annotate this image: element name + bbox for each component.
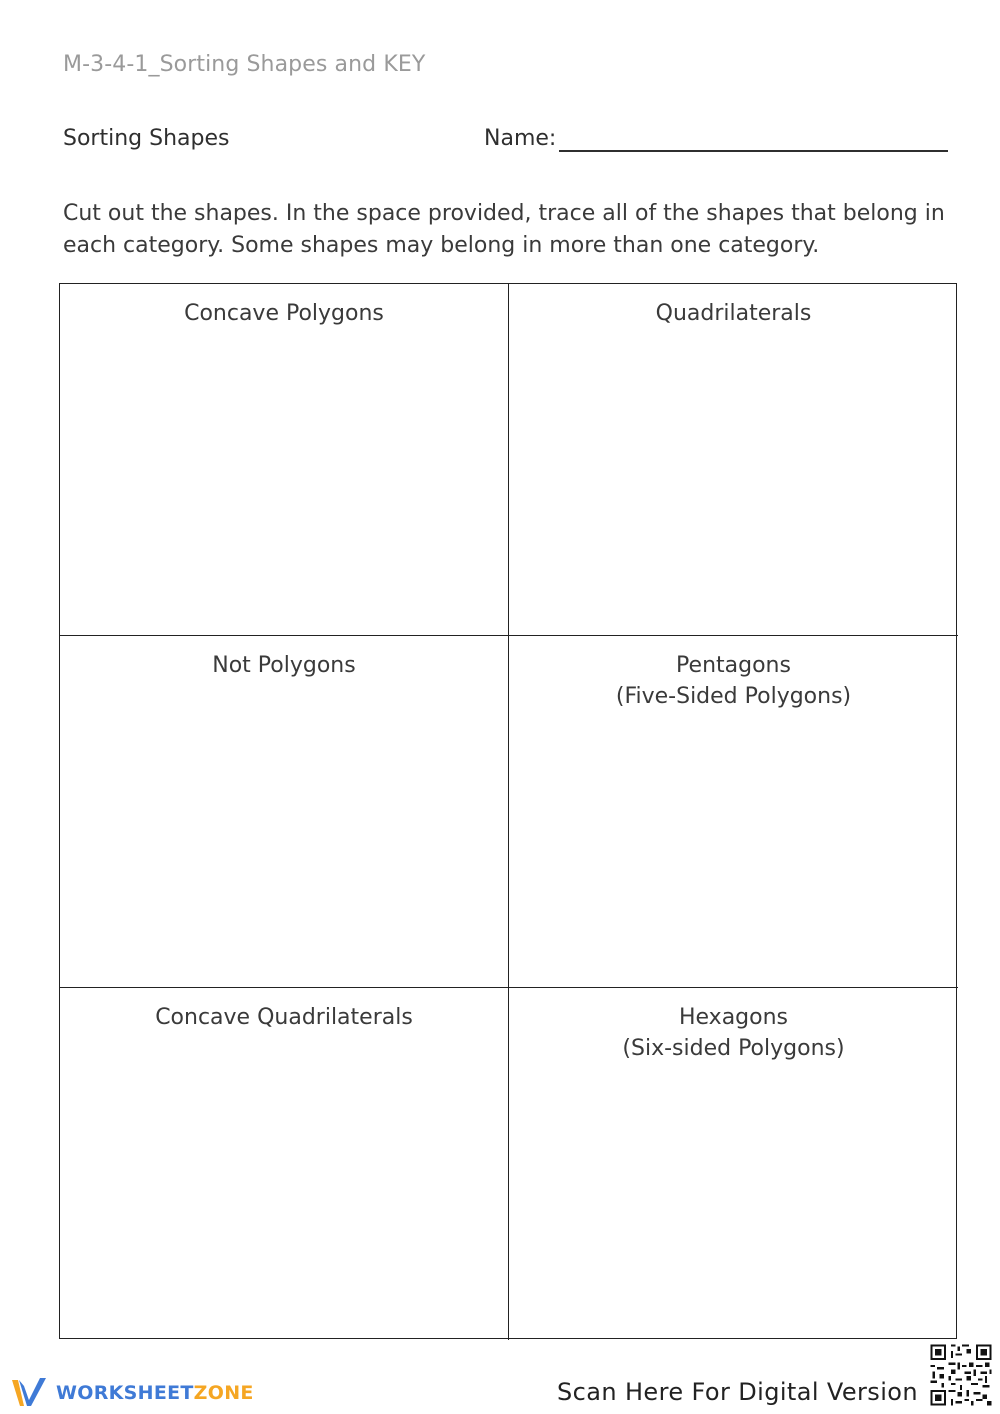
category-label: Concave Quadrilaterals [155,1005,413,1030]
name-underline[interactable] [559,150,948,152]
category-sublabel: (Six-sided Polygons) [622,1036,845,1061]
document-id: M-3-4-1_Sorting Shapes and KEY [63,52,426,77]
worksheet-title: Sorting Shapes [63,126,230,151]
category-box-pentagons[interactable] [509,636,958,988]
category-label: Hexagons [678,1005,789,1030]
category-label: Not Polygons [212,653,356,678]
category-label: Quadrilaterals [655,301,812,326]
category-box-quadrilaterals[interactable] [509,284,958,636]
name-field[interactable] [484,126,948,154]
brand-name: WORKSHEETZONE [56,1382,254,1404]
category-label: Pentagons [676,653,791,678]
qr-code-icon[interactable] [928,1342,994,1408]
category-box-hexagons[interactable] [509,988,958,1340]
scan-prompt: Scan Here For Digital Version [557,1378,918,1406]
category-box-not-polygons[interactable] [60,636,509,988]
worksheetzone-logo-icon [10,1376,50,1410]
category-label: Concave Polygons [184,301,384,326]
category-box-concave-quadrilaterals[interactable] [60,988,509,1340]
brand-logo[interactable] [10,1375,254,1411]
instructions: Cut out the shapes. In the space provided, trace all of the shapes that belong in each category. Some shapes may belong in more than one category. [63,201,945,258]
category-box-concave-polygons[interactable] [60,284,509,636]
category-grid [59,283,957,1339]
category-sublabel: (Five-Sided Polygons) [615,684,852,709]
name-label: Name: [484,126,557,151]
